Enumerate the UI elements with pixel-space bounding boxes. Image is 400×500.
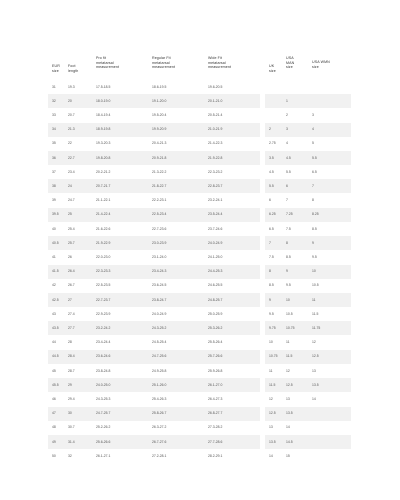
table-cell-wide: 24.8-25.7 xyxy=(208,297,223,302)
table-cell-wide: 26.1-27.0 xyxy=(208,382,223,387)
table-cell-wmn: 3 xyxy=(312,112,314,117)
header-pro-fit xyxy=(96,56,119,70)
table-cell-man: 11.5 xyxy=(286,354,293,359)
table-cell-eur: 49 xyxy=(52,439,56,444)
table-row xyxy=(48,265,368,279)
table-cell-reg: 26.7-27.6 xyxy=(152,439,167,444)
table-cell-pro: 21.6-22.6 xyxy=(96,226,111,231)
table-cell-wide: 28.2-29.1 xyxy=(208,453,223,458)
table-cell-wmn: 10 xyxy=(312,269,316,274)
table-cell-foot: 27 xyxy=(68,297,72,302)
table-cell-eur: 41 xyxy=(52,254,56,259)
table-row xyxy=(48,307,368,321)
table-cell-foot: 28.7 xyxy=(68,368,75,373)
table-cell-eur: 41.5 xyxy=(52,269,59,274)
table-cell-man: 7.5 xyxy=(286,226,291,231)
table-cell-wmn: 5 xyxy=(312,141,314,146)
table-cell-wmn: 8 xyxy=(312,198,314,203)
table-row xyxy=(48,137,368,151)
table-cell-uk: 12 xyxy=(269,396,273,401)
table-row xyxy=(48,208,368,222)
table-cell-uk: 5.5 xyxy=(269,183,274,188)
table-cell-eur: 39.5 xyxy=(52,212,59,217)
row-stripe xyxy=(265,123,351,137)
table-cell-reg: 23.6-24.5 xyxy=(152,283,167,288)
table-cell-man: 7.25 xyxy=(286,212,293,217)
table-cell-man: 12 xyxy=(286,368,290,373)
table-cell-uk: 6.5 xyxy=(269,226,274,231)
table-row xyxy=(48,94,368,108)
table-cell-pro: 22.7-23.7 xyxy=(96,297,111,302)
table-cell-uk: 9.5 xyxy=(269,311,274,316)
header-line: length xyxy=(68,68,79,73)
table-cell-uk: 2 xyxy=(269,127,271,132)
header-line: USA WMN xyxy=(312,60,330,64)
table-cell-uk: 6 xyxy=(269,198,271,203)
table-cell-eur: 35 xyxy=(52,141,56,146)
table-row xyxy=(48,179,368,193)
table-cell-man: 13 xyxy=(286,396,290,401)
table-cell-eur: 42 xyxy=(52,283,56,288)
table-cell-reg: 23.8-24.7 xyxy=(152,297,167,302)
table-cell-eur: 44 xyxy=(52,340,56,345)
table-cell-uk: 8.5 xyxy=(269,283,274,288)
table-cell-wmn: 6.5 xyxy=(312,169,317,174)
table-cell-foot: 25 xyxy=(68,212,72,217)
table-cell-eur: 50 xyxy=(52,453,56,458)
table-cell-man: 4 xyxy=(286,141,288,146)
header-line: metatarsal xyxy=(152,60,170,65)
table-cell-wide: 24.6-25.5 xyxy=(208,283,223,288)
header-line: size xyxy=(52,68,59,73)
table-cell-man: 9.5 xyxy=(286,283,291,288)
table-cell-wmn: 11.75 xyxy=(312,325,321,330)
table-row xyxy=(48,378,368,392)
table-cell-wide: 20.1-21.0 xyxy=(208,98,223,103)
header-usa-man-size xyxy=(286,56,294,70)
table-cell-pro: 18.9-19.8 xyxy=(96,127,111,132)
table-cell-wmn: 13 xyxy=(312,368,316,373)
table-row xyxy=(48,108,368,122)
table-cell-man: 14 xyxy=(286,425,290,430)
table-cell-reg: 19.5-20.4 xyxy=(152,112,167,117)
table-cell-reg: 26.3-27.2 xyxy=(152,425,167,430)
table-cell-reg: 24.7-25.6 xyxy=(152,354,167,359)
table-cell-man: 11 xyxy=(286,340,290,345)
table-cell-reg: 25.4-26.3 xyxy=(152,396,167,401)
table-cell-eur: 43.5 xyxy=(52,325,59,330)
table-cell-reg: 21.8-22.7 xyxy=(152,183,167,188)
table-cell-man: 10 xyxy=(286,297,290,302)
table-cell-pro: 19.3-20.3 xyxy=(96,141,111,146)
table-cell-man: 9 xyxy=(286,269,288,274)
table-cell-wmn: 14 xyxy=(312,396,316,401)
table-cell-wide: 24.4-25.3 xyxy=(208,269,223,274)
row-stripe xyxy=(265,378,351,392)
table-cell-wide: 21.4-22.3 xyxy=(208,141,223,146)
table-cell-pro: 18.0-19.0 xyxy=(96,98,111,103)
table-cell-wide: 24.0-24.9 xyxy=(208,240,223,245)
header-line: size xyxy=(286,65,293,70)
table-cell-foot: 30 xyxy=(68,411,72,416)
table-cell-uk: 10 xyxy=(269,340,273,345)
table-row xyxy=(48,392,368,406)
table-cell-man: 8.5 xyxy=(286,254,291,259)
table-row xyxy=(48,449,368,463)
table-cell-pro: 17.5-18.5 xyxy=(96,84,111,89)
table-cell-wmn: 11 xyxy=(312,297,316,302)
table-cell-foot: 19.3 xyxy=(68,84,75,89)
header-line: EUR xyxy=(52,64,60,68)
table-cell-eur: 40.5 xyxy=(52,240,59,245)
table-cell-reg: 21.3-22.2 xyxy=(152,169,167,174)
table-cell-wmn: 12.5 xyxy=(312,354,319,359)
table-cell-wide: 25.3-26.2 xyxy=(208,325,223,330)
table-cell-reg: 23.1-24.0 xyxy=(152,254,167,259)
table-cell-man: 8 xyxy=(286,240,288,245)
table-cell-wmn: 11.5 xyxy=(312,311,319,316)
table-cell-wmn: 4 xyxy=(312,127,314,132)
table-cell-eur: 39 xyxy=(52,198,56,203)
table-cell-eur: 37 xyxy=(52,169,56,174)
table-cell-foot: 29 xyxy=(68,382,72,387)
table-row xyxy=(48,407,368,421)
header-line: MAN xyxy=(286,60,295,65)
table-cell-wide: 26.8-27.7 xyxy=(208,411,223,416)
table-cell-man: 6 xyxy=(286,183,288,188)
table-cell-reg: 18.6-19.5 xyxy=(152,84,167,89)
table-row xyxy=(48,336,368,350)
row-stripe xyxy=(265,293,351,307)
table-cell-man: 2 xyxy=(286,112,288,117)
table-cell-uk: 10.75 xyxy=(269,354,278,359)
row-stripe xyxy=(265,236,351,250)
header-line: metatarsal xyxy=(208,60,226,65)
table-cell-wide: 20.5-21.4 xyxy=(208,112,223,117)
header-eur-size xyxy=(52,64,60,73)
table-cell-reg: 22.7-23.6 xyxy=(152,226,167,231)
table-cell-wide: 19.6-20.5 xyxy=(208,84,223,89)
table-row xyxy=(48,350,368,364)
table-cell-uk: 9 xyxy=(269,297,271,302)
table-row xyxy=(48,435,368,449)
table-cell-foot: 21.3 xyxy=(68,127,75,132)
table-cell-reg: 23.0-23.9 xyxy=(152,240,167,245)
table-cell-reg: 24.5-25.4 xyxy=(152,340,167,345)
table-cell-uk: 7.5 xyxy=(269,254,274,259)
table-row xyxy=(48,293,368,307)
table-cell-uk: 13.5 xyxy=(269,439,276,444)
table-cell-man: 10.75 xyxy=(286,325,295,330)
header-wide-fit xyxy=(208,56,231,70)
table-cell-uk: 11 xyxy=(269,368,273,373)
table-cell-foot: 22.7 xyxy=(68,155,75,160)
table-cell-foot: 30.7 xyxy=(68,425,75,430)
table-cell-reg: 24.0-24.9 xyxy=(152,311,167,316)
table-cell-wide: 25.5-26.4 xyxy=(208,340,223,345)
header-line: Wide Fit xyxy=(208,56,222,60)
table-row xyxy=(48,222,368,236)
table-cell-uk: 14 xyxy=(269,453,273,458)
table-cell-uk: 3.5 xyxy=(269,155,274,160)
table-cell-wide: 27.7-28.6 xyxy=(208,439,223,444)
table-cell-eur: 47 xyxy=(52,411,56,416)
table-cell-foot: 27.4 xyxy=(68,311,75,316)
table-cell-man: 1 xyxy=(286,98,288,103)
table-cell-man: 4.5 xyxy=(286,155,291,160)
header-line: Foot xyxy=(68,64,76,68)
table-cell-foot: 25.7 xyxy=(68,240,75,245)
table-cell-foot: 29.4 xyxy=(68,396,75,401)
table-cell-pro: 25.6-26.6 xyxy=(96,439,111,444)
table-cell-foot: 26 xyxy=(68,254,72,259)
header-line: UK xyxy=(269,64,275,68)
header-line: size xyxy=(312,64,319,69)
header-line: USA xyxy=(286,56,294,60)
header-line: Pro fit xyxy=(96,56,107,60)
header-regular-fit xyxy=(152,56,175,70)
table-cell-eur: 44.5 xyxy=(52,354,59,359)
row-stripe xyxy=(265,179,351,193)
row-stripe xyxy=(265,435,351,449)
table-cell-foot: 32 xyxy=(68,453,72,458)
table-cell-foot: 28.4 xyxy=(68,354,75,359)
table-cell-eur: 45.5 xyxy=(52,382,59,387)
table-cell-reg: 22.5-23.4 xyxy=(152,212,167,217)
table-cell-foot: 20 xyxy=(68,98,72,103)
table-cell-eur: 48 xyxy=(52,425,56,430)
table-cell-pro: 23.4-24.4 xyxy=(96,340,111,345)
table-cell-reg: 25.8-26.7 xyxy=(152,411,167,416)
table-cell-eur: 34 xyxy=(52,127,56,132)
table-cell-wide: 21.9-22.8 xyxy=(208,155,223,160)
table-cell-wmn: 9 xyxy=(312,240,314,245)
table-cell-uk: 7 xyxy=(269,240,271,245)
table-cell-pro: 24.0-25.0 xyxy=(96,382,111,387)
header-foot-length xyxy=(68,64,78,73)
table-cell-eur: 45 xyxy=(52,368,56,373)
row-stripe xyxy=(265,265,351,279)
table-row xyxy=(48,123,368,137)
table-cell-reg: 24.9-25.8 xyxy=(152,368,167,373)
table-cell-foot: 31.4 xyxy=(68,439,75,444)
table-cell-eur: 32 xyxy=(52,98,56,103)
table-row xyxy=(48,250,368,264)
table-cell-wmn: 12 xyxy=(312,340,316,345)
table-cell-reg: 20.9-21.8 xyxy=(152,155,167,160)
table-cell-reg: 20.4-21.3 xyxy=(152,141,167,146)
table-cell-reg: 27.2-28.1 xyxy=(152,453,167,458)
table-cell-foot: 26.7 xyxy=(68,283,75,288)
table-row xyxy=(48,421,368,435)
table-cell-pro: 24.7-25.7 xyxy=(96,411,111,416)
table-cell-pro: 22.9-23.9 xyxy=(96,311,111,316)
table-cell-pro: 18.4-19.4 xyxy=(96,112,111,117)
table-cell-reg: 19.1-20.0 xyxy=(152,98,167,103)
table-cell-wide: 23.5-24.4 xyxy=(208,212,223,217)
row-stripe xyxy=(265,151,351,165)
table-cell-wide: 23.2-24.1 xyxy=(208,198,223,203)
header-uk-size xyxy=(269,64,276,73)
table-row xyxy=(48,151,368,165)
table-cell-wmn: 8.25 xyxy=(312,212,319,217)
table-cell-eur: 40 xyxy=(52,226,56,231)
table-cell-foot: 22 xyxy=(68,141,72,146)
table-cell-wide: 23.7-24.6 xyxy=(208,226,223,231)
table-row xyxy=(48,364,368,378)
table-cell-wmn: 13.5 xyxy=(312,382,319,387)
table-cell-pro: 24.3-25.3 xyxy=(96,396,111,401)
table-cell-pro: 23.8-24.8 xyxy=(96,368,111,373)
table-cell-reg: 25.1-26.0 xyxy=(152,382,167,387)
table-cell-uk: 9.75 xyxy=(269,325,276,330)
header-line: size xyxy=(269,68,276,73)
header-line: metatarsal xyxy=(96,60,114,65)
table-cell-reg: 24.3-25.2 xyxy=(152,325,167,330)
table-cell-wide: 25.0-25.9 xyxy=(208,311,223,316)
table-cell-uk: 12.5 xyxy=(269,411,276,416)
table-cell-wide: 21.0-21.9 xyxy=(208,127,223,132)
row-stripe xyxy=(265,94,351,108)
table-cell-uk: 8 xyxy=(269,269,271,274)
table-cell-eur: 42.5 xyxy=(52,297,59,302)
table-cell-pro: 21.9-22.9 xyxy=(96,240,111,245)
table-cell-pro: 19.8-20.8 xyxy=(96,155,111,160)
table-cell-foot: 24.7 xyxy=(68,198,75,203)
table-header xyxy=(48,56,368,78)
table-cell-eur: 33 xyxy=(52,112,56,117)
table-cell-eur: 46 xyxy=(52,396,56,401)
table-cell-wide: 22.3-23.2 xyxy=(208,169,223,174)
table-cell-wmn: 8.5 xyxy=(312,226,317,231)
table-cell-man: 10.5 xyxy=(286,311,293,316)
header-line: measurement xyxy=(96,65,120,70)
table-cell-man: 3 xyxy=(286,127,288,132)
header-usa-wmn-size xyxy=(312,60,330,69)
table-cell-foot: 27.7 xyxy=(68,325,75,330)
table-cell-foot: 26.4 xyxy=(68,269,75,274)
table-cell-foot: 24 xyxy=(68,183,72,188)
table-cell-pro: 25.2-26.2 xyxy=(96,425,111,430)
table-cell-wide: 25.9-26.8 xyxy=(208,368,223,373)
table-cell-eur: 31 xyxy=(52,84,56,89)
table-cell-reg: 23.4-24.3 xyxy=(152,269,167,274)
table-cell-wide: 27.3-28.2 xyxy=(208,425,223,430)
header-line: measurement xyxy=(152,65,176,70)
table-cell-wide: 24.1-25.0 xyxy=(208,254,223,259)
table-cell-man: 5.5 xyxy=(286,169,291,174)
table-row xyxy=(48,194,368,208)
table-cell-uk: 2.75 xyxy=(269,141,276,146)
row-stripe xyxy=(265,407,351,421)
table-cell-pro: 22.3-23.3 xyxy=(96,269,111,274)
table-cell-man: 14.5 xyxy=(286,439,293,444)
table-cell-pro: 22.5-23.5 xyxy=(96,283,111,288)
table-cell-eur: 38 xyxy=(52,183,56,188)
table-cell-uk: 6.25 xyxy=(269,212,276,217)
table-cell-uk: 4.5 xyxy=(269,169,274,174)
header-line: measurement xyxy=(208,65,232,70)
table-cell-wide: 25.7-26.6 xyxy=(208,354,223,359)
table-cell-wmn: 10.5 xyxy=(312,283,319,288)
table-cell-pro: 20.7-21.7 xyxy=(96,183,111,188)
table-cell-man: 7 xyxy=(286,198,288,203)
table-cell-pro: 22.0-23.0 xyxy=(96,254,111,259)
table-cell-wmn: 5.5 xyxy=(312,155,317,160)
table-row xyxy=(48,236,368,250)
table-row xyxy=(48,321,368,335)
table-cell-pro: 26.1-27.1 xyxy=(96,453,111,458)
table-cell-eur: 36 xyxy=(52,155,56,160)
table-cell-pro: 21.1-22.1 xyxy=(96,198,111,203)
table-cell-pro: 21.4-22.4 xyxy=(96,212,111,217)
table-cell-eur: 43 xyxy=(52,311,56,316)
table-cell-man: 12.5 xyxy=(286,382,293,387)
table-cell-wmn: 9.5 xyxy=(312,254,317,259)
table-cell-foot: 23.4 xyxy=(68,169,75,174)
table-cell-foot: 25.4 xyxy=(68,226,75,231)
table-cell-reg: 19.9-20.9 xyxy=(152,127,167,132)
table-cell-uk: 11.5 xyxy=(269,382,276,387)
table-cell-foot: 20.7 xyxy=(68,112,75,117)
table-row xyxy=(48,165,368,179)
table-cell-uk: 13 xyxy=(269,425,273,430)
table-cell-pro: 23.2-24.2 xyxy=(96,325,111,330)
table-cell-reg: 22.2-23.1 xyxy=(152,198,167,203)
table-cell-man: 13.5 xyxy=(286,411,293,416)
table-cell-man: 15 xyxy=(286,453,290,458)
table-cell-wide: 22.8-23.7 xyxy=(208,183,223,188)
table-cell-pro: 20.2-21.2 xyxy=(96,169,111,174)
table-cell-foot: 28 xyxy=(68,340,72,345)
table-cell-pro: 23.6-24.6 xyxy=(96,354,111,359)
header-line: Regular Fit xyxy=(152,56,171,60)
row-stripe xyxy=(265,208,351,222)
table-row xyxy=(48,279,368,293)
table-row xyxy=(48,80,368,94)
row-stripe xyxy=(265,321,351,335)
table-cell-wmn: 7 xyxy=(312,183,314,188)
table-cell-wide: 26.4-27.3 xyxy=(208,396,223,401)
